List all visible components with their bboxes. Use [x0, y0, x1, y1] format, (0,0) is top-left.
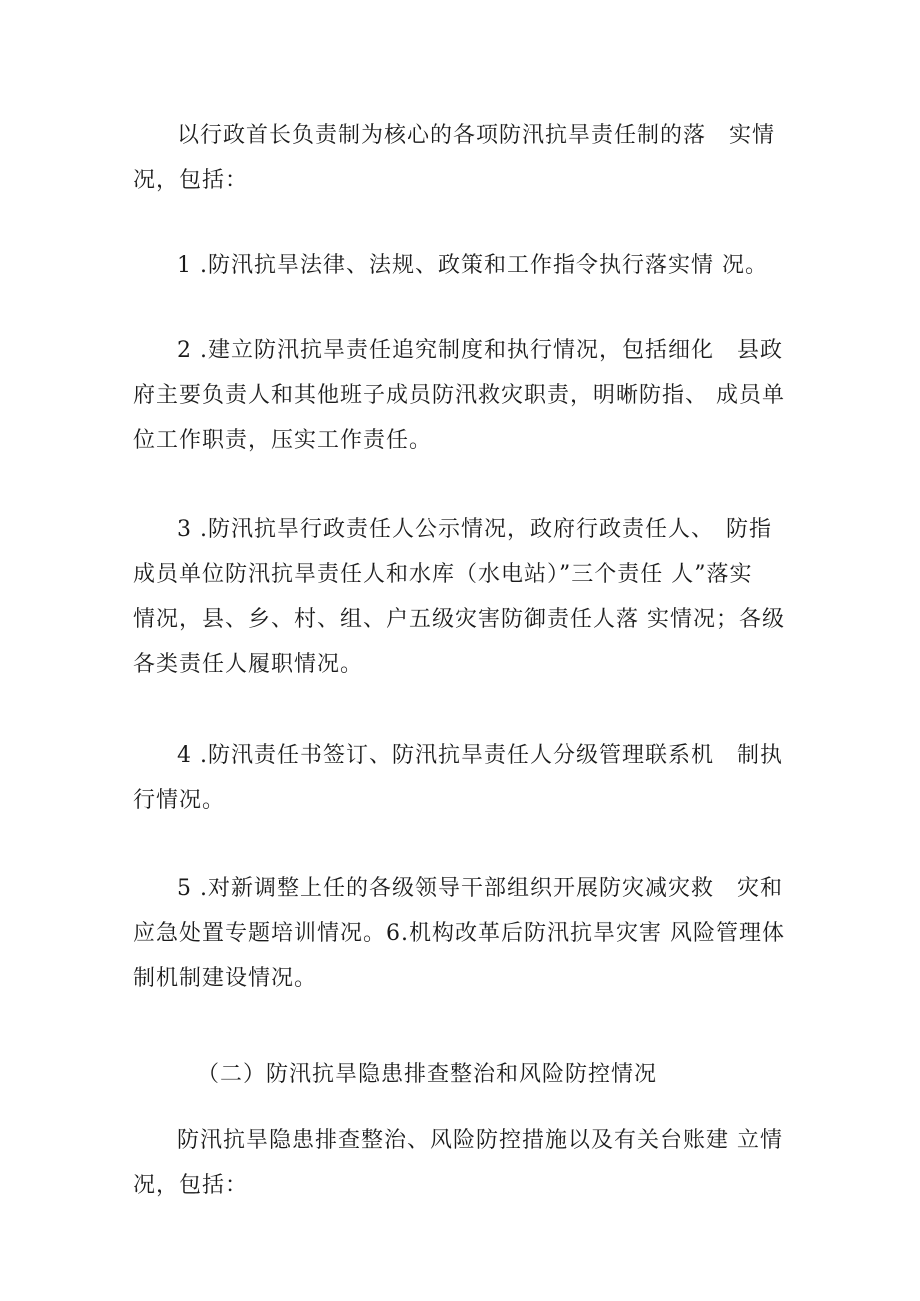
- item-3-paragraph: [133, 507, 793, 687]
- section-heading-2-text: （二）防汛抗旱隐患排查整治和风险防控情况: [197, 1062, 658, 1087]
- item-4-line-1: 4 .防汛责任书签订、防汛抗旱责任人分级管理联系机 制执: [177, 743, 783, 768]
- item-3-line-1: 3 .防汛抗旱行政责任人公示情况，政府行政责任人、 防指: [177, 517, 772, 542]
- intro-line-2: 况，包括：: [133, 168, 249, 193]
- item-4-paragraph: [133, 733, 793, 823]
- intro-paragraph: [133, 113, 793, 203]
- intro-line-1: 以行政首长负责制为核心的各项防汛抗旱责任制的落 实情: [177, 123, 776, 148]
- item-3-line-3: 情况，县、乡、村、组、户五级灾害防御责任人落 实情况；各级: [133, 607, 785, 632]
- item-2-paragraph: [133, 328, 793, 463]
- item-2-line-1: 2 .建立防汛抗旱责任追究制度和执行情况，包括细化 县政: [177, 338, 783, 363]
- item-5-line-2: 应急处置专题培训情况。6.机构改革后防汛抗旱灾害 风险管理体: [133, 921, 785, 946]
- section-heading-2: [197, 1052, 797, 1097]
- section-2-intro-line-2: 况，包括：: [133, 1173, 249, 1198]
- item-3-line-4: 各类责任人履职情况。: [133, 652, 364, 677]
- item-5-line-1: 5 .对新调整上任的各级领导干部组织开展防灾减灾救 灾和: [177, 876, 783, 901]
- section-2-intro-paragraph: [133, 1118, 793, 1208]
- item-5-paragraph: [133, 866, 793, 1001]
- item-5-line-3: 制机制建设情况。: [133, 966, 318, 991]
- item-4-line-2: 行情况。: [133, 788, 226, 813]
- item-3-line-2: 成员单位防汛抗旱责任人和水库（水电站）”三个责任 人”落实: [133, 562, 753, 587]
- item-2-line-3: 位工作职责，压实工作责任。: [133, 428, 433, 453]
- item-2-line-2: 府主要负责人和其他班子成员防汛救灾职责，明晰防指、 成员单: [133, 383, 785, 408]
- item-1-line-1: 1 .防汛抗旱法律、法规、政策和工作指令执行落实情 况。: [177, 253, 768, 278]
- item-1-paragraph: [133, 243, 793, 288]
- section-2-intro-line-1: 防汛抗旱隐患排查整治、风险防控措施以及有关台账建 立情: [177, 1128, 783, 1153]
